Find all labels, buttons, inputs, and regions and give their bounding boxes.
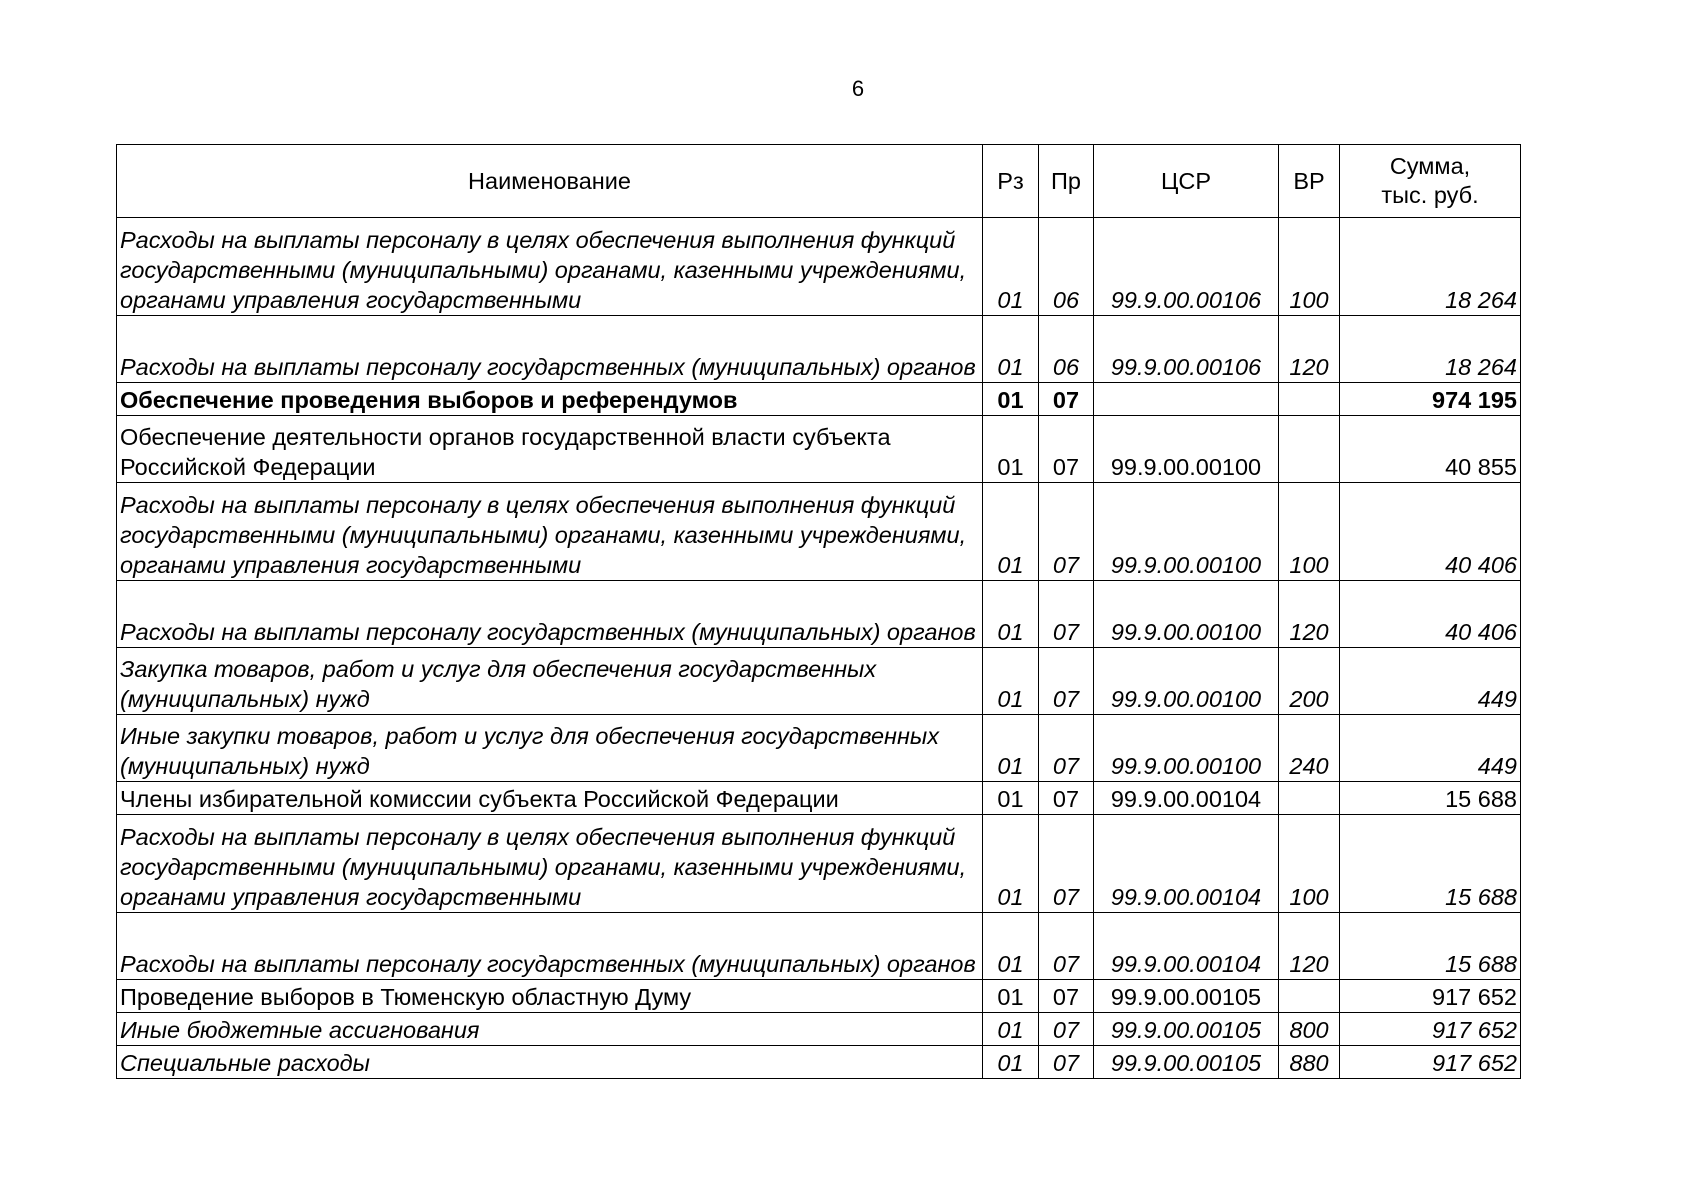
- table-row: [117, 782, 1521, 815]
- row-pr: 07: [1039, 416, 1094, 483]
- table-row: [117, 913, 1521, 980]
- table-row: [117, 316, 1521, 383]
- row-pr: 07: [1039, 1046, 1094, 1079]
- row-name: Расходы на выплаты персоналу государственных (муниципальных) органов: [117, 913, 983, 980]
- row-pr: 07: [1039, 383, 1094, 416]
- row-sum: 449: [1340, 715, 1521, 782]
- row-sum: 15 688: [1340, 815, 1521, 913]
- row-name: Специальные расходы: [117, 1046, 983, 1079]
- row-sum: 40 855: [1340, 416, 1521, 483]
- table-row: [117, 416, 1521, 483]
- row-rz: 01: [983, 483, 1039, 581]
- row-sum: 40 406: [1340, 483, 1521, 581]
- row-csr: 99.9.00.00106: [1094, 218, 1279, 316]
- table-header-row: [117, 145, 1521, 218]
- row-vr: 880: [1279, 1046, 1340, 1079]
- row-name: Расходы на выплаты персоналу в целях обеспечения выполнения функций государственными (муниципальными) органами, казенными учреждениями, органами управления государственными: [117, 815, 983, 913]
- table-row: [117, 715, 1521, 782]
- row-name: Расходы на выплаты персоналу государственных (муниципальных) органов: [117, 316, 983, 383]
- row-sum: 15 688: [1340, 782, 1521, 815]
- row-vr: 200: [1279, 648, 1340, 715]
- row-sum: 15 688: [1340, 913, 1521, 980]
- row-csr: 99.9.00.00104: [1094, 782, 1279, 815]
- row-csr: 99.9.00.00105: [1094, 1046, 1279, 1079]
- row-name: Проведение выборов в Тюменскую областную Думу: [117, 980, 983, 1013]
- row-name: Члены избирательной комиссии субъекта Российской Федерации: [117, 782, 983, 815]
- row-rz: 01: [983, 1013, 1039, 1046]
- row-pr: 07: [1039, 715, 1094, 782]
- table-row: [117, 1046, 1521, 1079]
- header-rz: Рз: [983, 145, 1039, 218]
- row-vr: 120: [1279, 316, 1340, 383]
- page-number: 6: [851, 76, 865, 101]
- row-csr: 99.9.00.00104: [1094, 815, 1279, 913]
- header-sum-line2: тыс. руб.: [1381, 182, 1479, 208]
- row-sum: 917 652: [1340, 1013, 1521, 1046]
- row-sum: 917 652: [1340, 980, 1521, 1013]
- row-vr: 100: [1279, 815, 1340, 913]
- row-csr: 99.9.00.00104: [1094, 913, 1279, 980]
- row-csr: 99.9.00.00100: [1094, 715, 1279, 782]
- header-name: Наименование: [117, 145, 983, 218]
- row-rz: 01: [983, 581, 1039, 648]
- table-row: [117, 815, 1521, 913]
- row-csr: [1094, 383, 1279, 416]
- row-rz: 01: [983, 383, 1039, 416]
- table-row: [117, 581, 1521, 648]
- table-row: [117, 218, 1521, 316]
- row-rz: 01: [983, 980, 1039, 1013]
- row-sum: 917 652: [1340, 1046, 1521, 1079]
- row-rz: 01: [983, 218, 1039, 316]
- row-rz: 01: [983, 316, 1039, 383]
- row-pr: 07: [1039, 483, 1094, 581]
- row-vr: 100: [1279, 218, 1340, 316]
- header-vr: ВР: [1279, 145, 1340, 218]
- row-name: Иные бюджетные ассигнования: [117, 1013, 983, 1046]
- row-pr: 07: [1039, 1013, 1094, 1046]
- row-csr: 99.9.00.00106: [1094, 316, 1279, 383]
- row-pr: 06: [1039, 218, 1094, 316]
- row-sum: 974 195: [1340, 383, 1521, 416]
- row-name: Расходы на выплаты персоналу в целях обеспечения выполнения функций государственными (муниципальными) органами, казенными учреждениями, органами управления государственными: [117, 483, 983, 581]
- table-row: [117, 1013, 1521, 1046]
- row-vr: [1279, 383, 1340, 416]
- row-csr: 99.9.00.00105: [1094, 1013, 1279, 1046]
- table-row: [117, 383, 1521, 416]
- row-vr: 240: [1279, 715, 1340, 782]
- row-name: Иные закупки товаров, работ и услуг для обеспечения государственных (муниципальных) нужд: [117, 715, 983, 782]
- header-sum: [1340, 145, 1521, 218]
- row-sum: 40 406: [1340, 581, 1521, 648]
- row-name: Расходы на выплаты персоналу государственных (муниципальных) органов: [117, 581, 983, 648]
- row-csr: 99.9.00.00100: [1094, 581, 1279, 648]
- row-pr: 07: [1039, 581, 1094, 648]
- row-rz: 01: [983, 715, 1039, 782]
- row-rz: 01: [983, 815, 1039, 913]
- row-name: Расходы на выплаты персоналу в целях обеспечения выполнения функций государственными (муниципальными) органами, казенными учреждениями, органами управления государственными: [117, 218, 983, 316]
- budget-table: [116, 144, 1521, 1079]
- row-rz: 01: [983, 416, 1039, 483]
- row-vr: 800: [1279, 1013, 1340, 1046]
- table-row: [117, 648, 1521, 715]
- row-rz: 01: [983, 1046, 1039, 1079]
- row-vr: 120: [1279, 913, 1340, 980]
- table-row: [117, 980, 1521, 1013]
- row-sum: 18 264: [1340, 316, 1521, 383]
- row-vr: [1279, 416, 1340, 483]
- header-sum-line1: Сумма,: [1389, 153, 1471, 179]
- row-pr: 07: [1039, 913, 1094, 980]
- row-sum: 18 264: [1340, 218, 1521, 316]
- row-csr: 99.9.00.00100: [1094, 483, 1279, 581]
- table-row: [117, 483, 1521, 581]
- row-vr: [1279, 980, 1340, 1013]
- row-rz: 01: [983, 913, 1039, 980]
- row-rz: 01: [983, 782, 1039, 815]
- row-sum: 449: [1340, 648, 1521, 715]
- row-csr: 99.9.00.00105: [1094, 980, 1279, 1013]
- row-name: Обеспечение деятельности органов государственной власти субъекта Российской Федерации: [117, 416, 983, 483]
- row-pr: 07: [1039, 648, 1094, 715]
- header-csr: ЦСР: [1094, 145, 1279, 218]
- header-pr: Пр: [1039, 145, 1094, 218]
- row-pr: 07: [1039, 980, 1094, 1013]
- row-vr: 100: [1279, 483, 1340, 581]
- row-rz: 01: [983, 648, 1039, 715]
- row-pr: 06: [1039, 316, 1094, 383]
- row-name: Обеспечение проведения выборов и референдумов: [117, 383, 983, 416]
- row-vr: [1279, 782, 1340, 815]
- row-name: Закупка товаров, работ и услуг для обеспечения государственных (муниципальных) нужд: [117, 648, 983, 715]
- row-csr: 99.9.00.00100: [1094, 416, 1279, 483]
- row-csr: 99.9.00.00100: [1094, 648, 1279, 715]
- row-pr: 07: [1039, 815, 1094, 913]
- row-pr: 07: [1039, 782, 1094, 815]
- row-vr: 120: [1279, 581, 1340, 648]
